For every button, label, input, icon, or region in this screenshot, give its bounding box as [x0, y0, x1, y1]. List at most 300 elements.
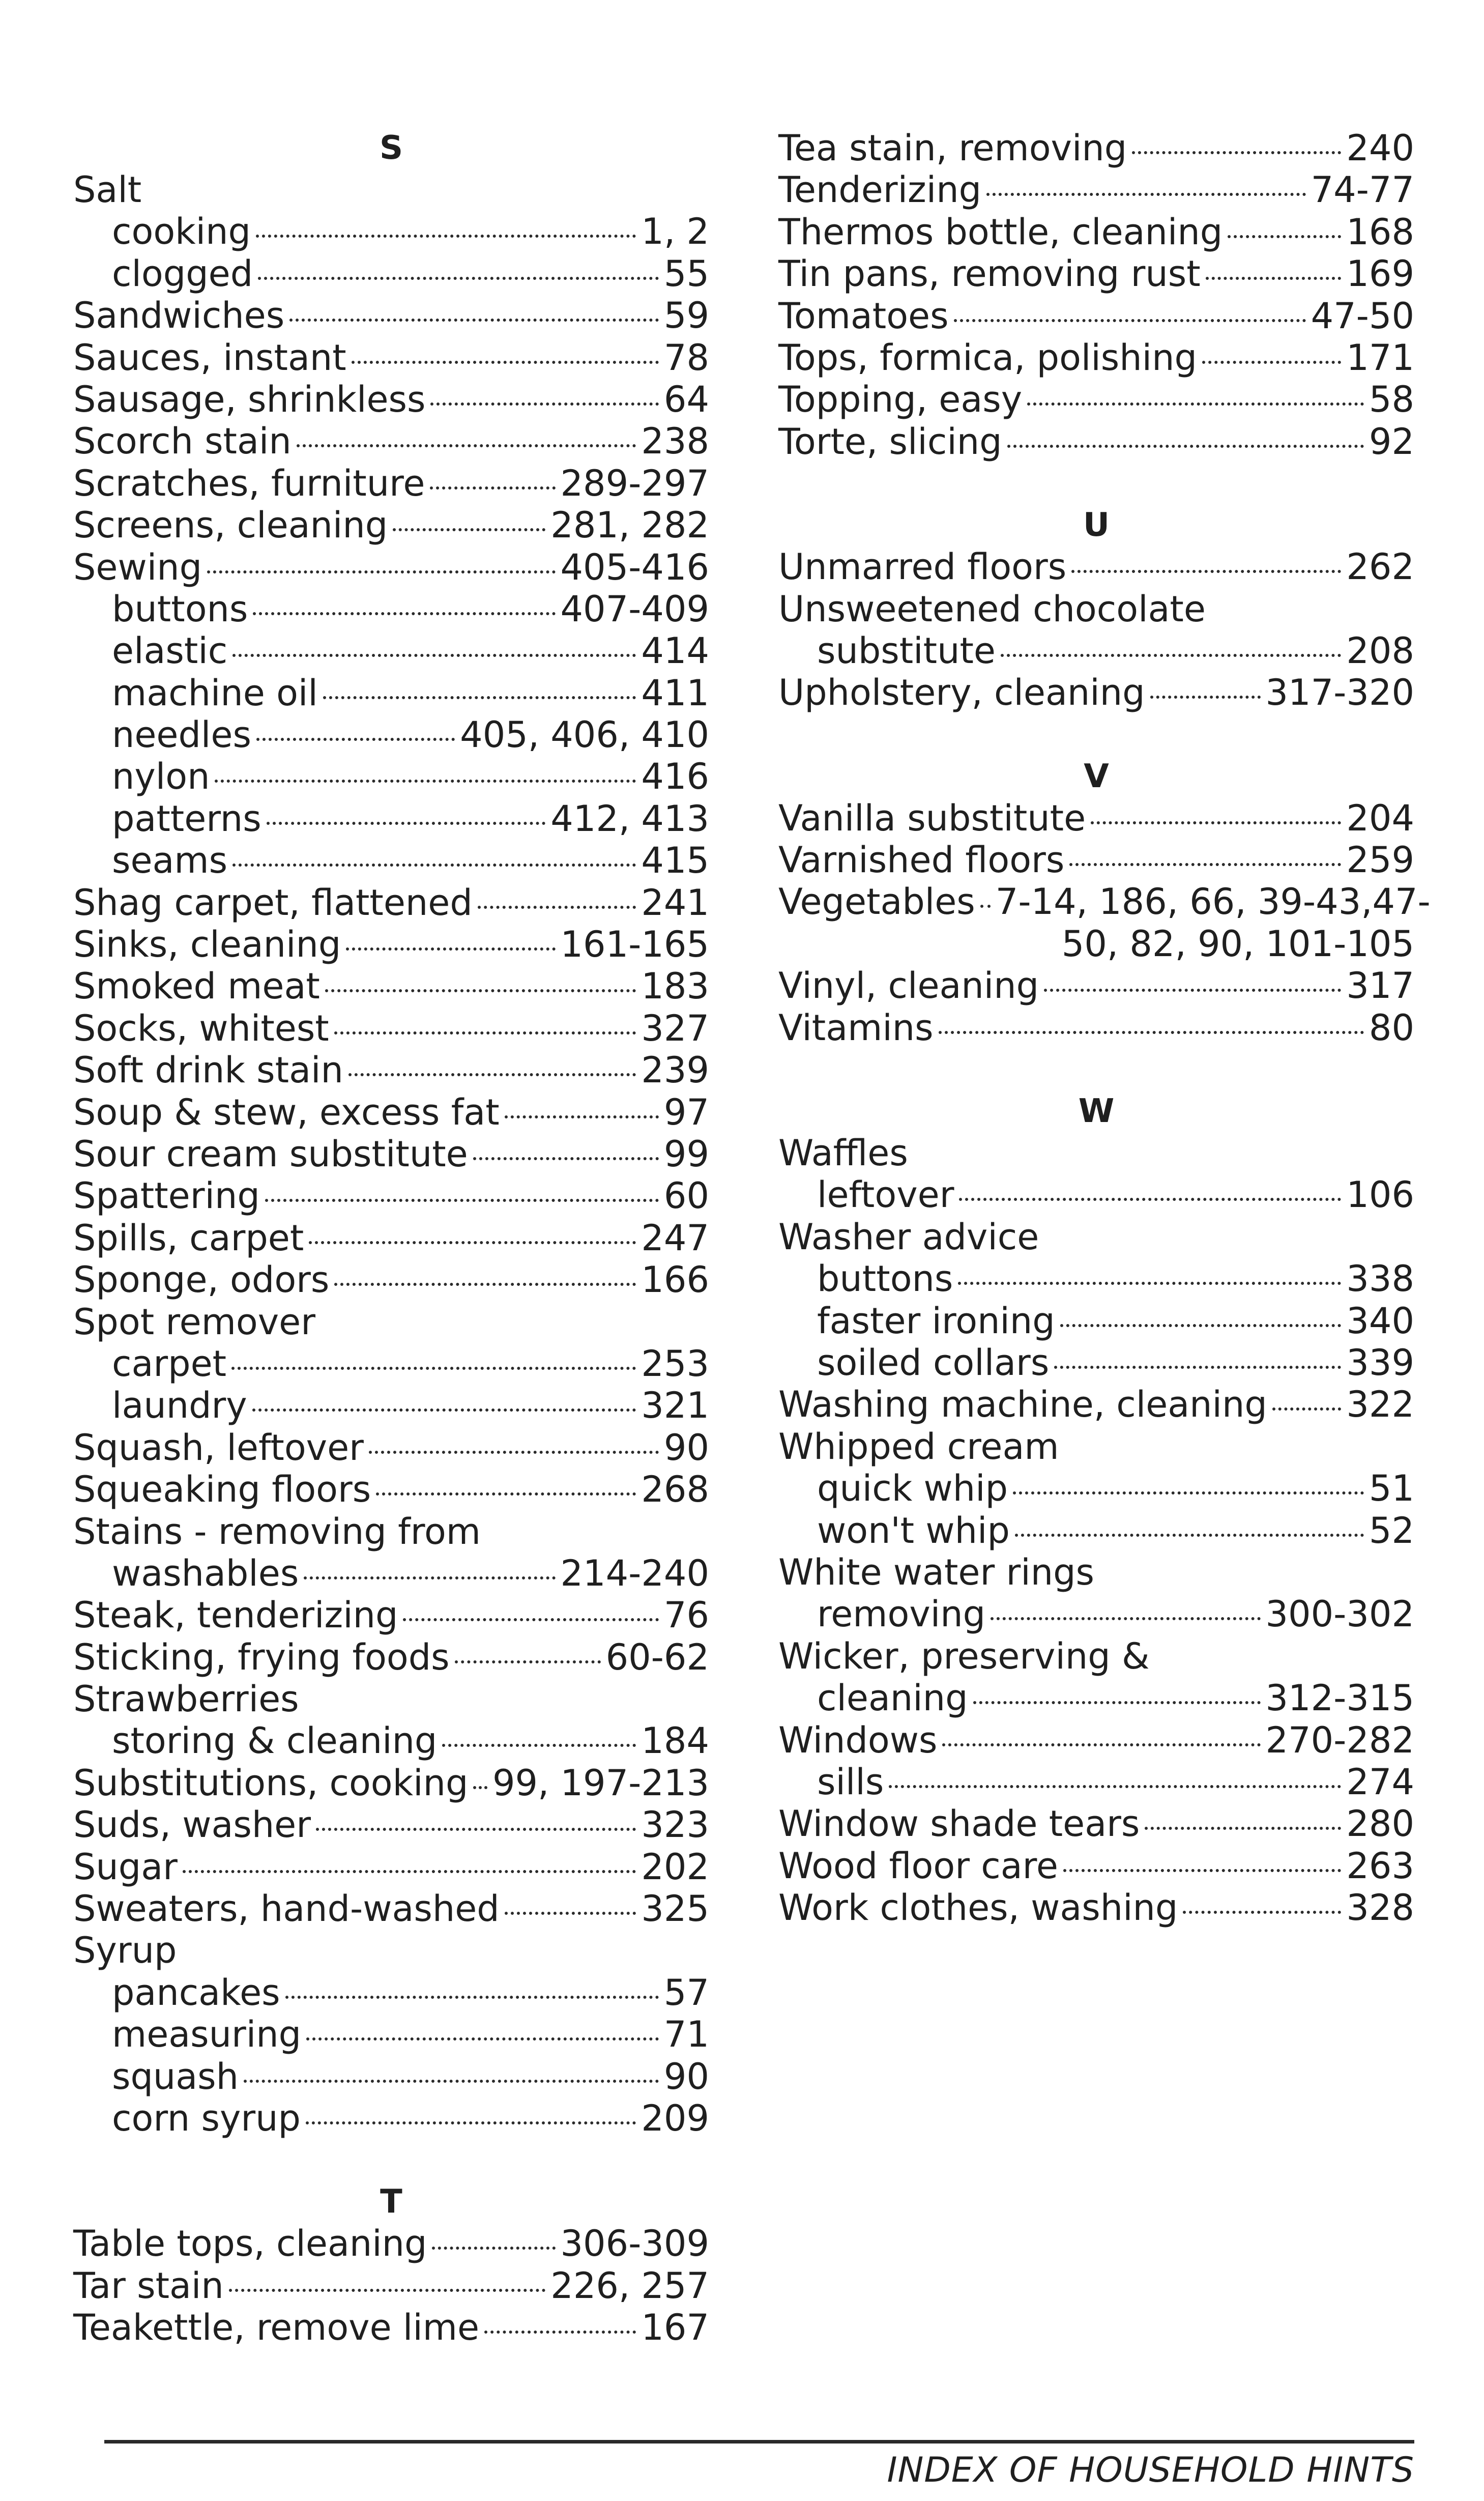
dot-leader	[306, 2037, 659, 2040]
index-entry-label: Window shade tears	[778, 1803, 1140, 1845]
index-entry-label: Waffles	[778, 1132, 908, 1174]
index-entry-page: 90	[663, 2055, 709, 2097]
index-entry	[73, 1846, 709, 1888]
section-t-entries	[73, 2223, 709, 2348]
index-entry-page: 204	[1346, 797, 1414, 839]
index-entry-page: 259	[1346, 839, 1414, 881]
index-entry-page: 57	[663, 1971, 709, 2014]
dot-leader	[265, 1199, 659, 1202]
index-entry	[73, 2223, 709, 2264]
index-entry-page: 238	[641, 420, 709, 463]
index-entry-page: 59	[663, 295, 709, 337]
dot-leader	[954, 319, 1306, 322]
index-entry-page: 183	[641, 965, 709, 1008]
index-entry-label: Suds, washer	[73, 1804, 311, 1846]
dot-leader	[1054, 1366, 1341, 1369]
index-entry	[73, 2097, 709, 2139]
index-entry-page: 325	[641, 1888, 709, 1930]
index-entry-page: 171	[1346, 336, 1414, 379]
index-entry	[73, 547, 709, 588]
index-entry-label: nylon	[112, 756, 210, 798]
index-entry-page: 208	[1346, 629, 1414, 672]
index-entry	[778, 1426, 1414, 1468]
index-entry	[73, 1049, 709, 1091]
index-entry-page: 328	[1346, 1887, 1414, 1929]
index-entry-page: 99, 197-213	[492, 1762, 709, 1804]
index-entry-page: 300-302	[1265, 1593, 1414, 1635]
dot-leader	[232, 654, 636, 657]
dot-leader	[1015, 1534, 1364, 1537]
index-entry-label: clogged	[112, 252, 253, 295]
index-entry-page: 411	[641, 672, 709, 714]
dot-leader	[1145, 1827, 1341, 1830]
index-entry-label: faster ironing	[817, 1300, 1055, 1342]
index-entry	[73, 965, 709, 1007]
index-entry-page: 51	[1369, 1468, 1414, 1510]
dot-leader	[348, 1073, 636, 1076]
index-entry	[73, 1804, 709, 1846]
index-entry-label: Vitamins	[778, 1007, 934, 1049]
index-entry-label: Torte, slicing	[778, 420, 1002, 463]
index-entry-page: 71	[663, 2014, 709, 2056]
index-entry	[73, 1133, 709, 1175]
index-entry	[778, 630, 1414, 672]
dot-leader	[484, 2331, 636, 2334]
section-letter-t: T	[380, 2183, 402, 2221]
index-entry-label: Work clothes, washing	[778, 1887, 1178, 1929]
index-entry-label: Washing machine, cleaning	[778, 1384, 1267, 1426]
index-entry-label: Unsweetened chocolate	[778, 588, 1206, 630]
index-entry-label: substitute	[817, 629, 996, 672]
index-entry	[778, 797, 1414, 839]
dot-leader	[505, 1912, 636, 1915]
index-entry	[778, 881, 1431, 923]
index-entry-label: Washer advice	[778, 1216, 1039, 1258]
index-entry-label: Sewing	[73, 546, 202, 588]
index-entry-page: 99	[663, 1133, 709, 1175]
index-entry-page: 90	[663, 1426, 709, 1469]
index-entry-label: Sugar	[73, 1846, 178, 1888]
dot-leader	[430, 403, 658, 406]
index-entry	[778, 923, 1414, 965]
index-entry	[73, 1511, 709, 1553]
dot-leader	[991, 1617, 1261, 1620]
section-letter-w: W	[1078, 1093, 1115, 1131]
index-entry-page: 414	[641, 630, 709, 672]
index-entry-label: Tar stain	[73, 2264, 224, 2307]
index-entry	[778, 1258, 1414, 1300]
dot-leader	[889, 1785, 1341, 1788]
index-entry-label: Sweaters, hand-washed	[73, 1888, 500, 1930]
index-entry	[778, 379, 1414, 420]
dot-leader	[1001, 654, 1341, 657]
index-entry-label: White water rings	[778, 1551, 1094, 1593]
index-entry	[73, 169, 709, 211]
dot-leader	[256, 738, 455, 741]
dot-leader	[442, 1744, 636, 1747]
dot-leader	[1069, 863, 1341, 866]
index-entry-page: 97	[663, 1091, 709, 1133]
dot-leader	[253, 612, 555, 615]
index-entry-label: Unmarred floors	[778, 546, 1067, 588]
index-entry-label: cooking	[112, 211, 251, 253]
dot-leader	[256, 235, 636, 238]
index-entry	[778, 1845, 1414, 1887]
index-entry-page: 327	[641, 1007, 709, 1049]
dot-leader	[267, 822, 546, 825]
index-entry	[73, 798, 709, 840]
index-entry-label: Spot remover	[73, 1301, 315, 1343]
dot-leader	[229, 2289, 546, 2292]
dot-leader	[325, 989, 636, 992]
index-entry-label: sills	[817, 1761, 884, 1803]
index-entry-page: 47-50	[1311, 295, 1414, 337]
dot-leader	[1150, 696, 1261, 699]
dot-leader	[1013, 1491, 1364, 1494]
dot-leader	[958, 1282, 1341, 1285]
dot-leader	[432, 2247, 555, 2250]
index-entry-label: Smoked meat	[73, 965, 320, 1008]
index-entry-label: Stains - removing from	[73, 1510, 481, 1553]
dot-leader	[1183, 1911, 1341, 1914]
index-entry	[73, 463, 709, 504]
dot-leader	[1132, 151, 1341, 154]
index-entry-page: 60	[663, 1175, 709, 1217]
index-entry-page: 263	[1346, 1845, 1414, 1887]
index-entry	[73, 2307, 709, 2348]
index-entry-label: buttons	[817, 1258, 953, 1300]
index-entry-label: Wicker, preserving &	[778, 1635, 1150, 1677]
index-entry	[778, 546, 1414, 588]
index-entry	[778, 672, 1414, 713]
index-entry	[73, 211, 709, 252]
index-entry-label: Wood floor care	[778, 1845, 1058, 1887]
index-entry	[73, 1720, 709, 1762]
dot-leader	[473, 1786, 487, 1789]
index-entry-page: 168	[1346, 211, 1414, 253]
index-entry	[73, 1636, 709, 1678]
index-entry-label: buttons	[112, 588, 248, 630]
index-entry-label: Socks, whitest	[73, 1007, 329, 1049]
index-column-right	[778, 127, 1431, 1929]
index-entry-page: 214-240	[560, 1552, 709, 1594]
index-entry	[73, 1762, 709, 1804]
index-entry-page: 78	[663, 336, 709, 379]
index-entry	[778, 1551, 1414, 1593]
index-entry	[778, 1887, 1414, 1929]
dot-leader	[304, 1576, 555, 1579]
index-entry-label: Table tops, cleaning	[73, 2223, 427, 2265]
dot-leader	[346, 947, 555, 951]
dot-leader	[1071, 570, 1341, 573]
index-entry-label: corn syrup	[112, 2097, 301, 2139]
index-entry-page: 280	[1346, 1803, 1414, 1845]
index-entry	[778, 169, 1414, 211]
index-entry	[73, 295, 709, 336]
index-entry	[778, 1216, 1414, 1258]
dot-leader	[1228, 235, 1341, 238]
index-entry-label: removing	[817, 1593, 985, 1635]
index-entry	[73, 588, 709, 630]
dot-leader	[231, 1367, 636, 1370]
index-entry-label: Upholstery, cleaning	[778, 672, 1145, 714]
index-entry-label: cleaning	[817, 1677, 968, 1719]
dot-leader	[403, 1618, 658, 1621]
index-entry-label: won't whip	[817, 1509, 1010, 1551]
dot-leader	[1091, 821, 1341, 824]
index-entry-label: Windows	[778, 1719, 938, 1761]
dot-leader	[1206, 277, 1342, 280]
dot-leader	[323, 696, 636, 699]
dot-leader	[430, 486, 555, 490]
index-entry	[73, 1594, 709, 1636]
index-entry-page: 58	[1369, 379, 1414, 421]
index-entry-page: 169	[1346, 253, 1414, 295]
index-entry-page: 270-282	[1265, 1719, 1414, 1761]
index-entry-label: Sponge, odors	[73, 1259, 330, 1301]
index-entry	[73, 882, 709, 924]
index-entry-label: Whipped cream	[778, 1425, 1059, 1468]
index-entry	[778, 1803, 1414, 1845]
index-entry-page: 312-315	[1265, 1677, 1414, 1719]
index-entry	[73, 630, 709, 672]
index-entry-page: 241	[641, 881, 709, 924]
index-entry-page: 161-165	[560, 924, 709, 966]
index-entry-page: 76	[663, 1594, 709, 1636]
section-letter-s: S	[379, 129, 403, 167]
index-entry-label: Soup & stew, excess fat	[73, 1091, 500, 1133]
index-entry-page: 323	[641, 1804, 709, 1846]
index-entry-page: 7-14, 186, 66, 39-43,47-	[995, 881, 1431, 923]
dot-leader	[207, 570, 556, 573]
index-entry	[778, 127, 1414, 169]
index-entry	[778, 1719, 1414, 1761]
dot-leader	[1044, 989, 1341, 992]
index-entry	[778, 1300, 1414, 1342]
dot-leader	[316, 1828, 636, 1831]
index-entry-page: 92	[1369, 420, 1414, 463]
index-entry-label: storing & cleaning	[112, 1720, 438, 1762]
index-entry	[73, 1175, 709, 1217]
index-entry	[778, 1132, 1414, 1174]
index-entry	[778, 1677, 1414, 1719]
index-entry-label: soiled collars	[817, 1341, 1050, 1384]
index-entry-page: 306-309	[560, 2223, 709, 2265]
dot-leader	[1272, 1407, 1342, 1411]
index-column-left	[73, 127, 709, 2349]
index-entry-label: quick whip	[817, 1468, 1008, 1510]
index-entry	[73, 2265, 709, 2307]
index-entry	[778, 1635, 1414, 1677]
dot-leader	[285, 1996, 659, 1999]
dot-leader	[1202, 361, 1342, 364]
index-entry-page: 240	[1346, 127, 1414, 169]
dot-leader	[232, 864, 636, 867]
dot-leader	[252, 1408, 636, 1412]
index-entry-label: Teakettle, remove lime	[73, 2307, 480, 2349]
index-entry	[73, 714, 709, 756]
index-entry-label: Topping, easy	[778, 379, 1023, 421]
index-entry-label: Scorch stain	[73, 420, 292, 463]
dot-leader	[939, 1031, 1364, 1034]
index-entry	[778, 1007, 1414, 1049]
dot-leader	[1063, 1869, 1341, 1872]
index-entry	[778, 211, 1414, 253]
index-entry-page: 166	[641, 1259, 709, 1301]
index-entry-label: Vegetables	[778, 881, 975, 923]
index-entry-label: Spills, carpet	[73, 1217, 304, 1259]
dot-leader	[376, 1492, 636, 1496]
index-entry-page: 289-297	[560, 462, 709, 504]
index-entry-page: 74-77	[1311, 169, 1414, 211]
dot-leader	[973, 1701, 1261, 1704]
index-entry-page: 338	[1346, 1258, 1414, 1300]
index-entry-label: Sausage, shrinkless	[73, 378, 426, 420]
index-entry-label: Squeaking floors	[73, 1469, 371, 1511]
index-entry-label: laundry	[112, 1385, 247, 1427]
dot-leader	[986, 193, 1306, 196]
index-entry-page: 1, 2	[641, 211, 709, 253]
index-entry-page: 339	[1346, 1341, 1414, 1384]
index-entry-label: Sour cream substitute	[73, 1133, 468, 1175]
dot-leader	[980, 905, 991, 908]
index-entry	[73, 1972, 709, 2014]
index-entry-page: 262	[1346, 546, 1414, 588]
index-entry-page: 167	[641, 2307, 709, 2349]
dot-leader	[1060, 1324, 1342, 1327]
index-entry	[73, 504, 709, 546]
index-entry-page: 106	[1346, 1174, 1414, 1216]
index-entry-page: 322	[1346, 1384, 1414, 1426]
index-entry-page: 412, 413	[550, 797, 709, 840]
index-entry-label: washables	[112, 1552, 299, 1594]
index-entry-label: Vinyl, cleaning	[778, 965, 1039, 1007]
index-entry-label: Vanilla substitute	[778, 797, 1086, 839]
index-entry	[73, 1427, 709, 1469]
index-entry	[778, 1593, 1414, 1635]
index-entry-label: Salt	[73, 169, 142, 211]
index-entry	[73, 1678, 709, 1720]
index-entry-label: Squash, leftover	[73, 1426, 364, 1469]
index-entry-label: Sticking, frying foods	[73, 1636, 450, 1678]
index-entry-page: 317	[1346, 965, 1414, 1007]
index-entry-label: Thermos bottle, cleaning	[778, 211, 1223, 253]
index-entry	[73, 379, 709, 420]
index-entry-label: Tenderizing	[778, 169, 982, 211]
dot-leader	[393, 528, 545, 531]
index-entry	[778, 1510, 1414, 1551]
section-u-entries	[778, 546, 1414, 714]
index-entry-page: 239	[641, 1049, 709, 1091]
index-entry	[73, 1553, 709, 1594]
index-entry-label: squash	[112, 2055, 239, 2097]
index-entry	[778, 965, 1414, 1007]
footer-title: INDEX OF HOUSEHOLD HINTS	[887, 2450, 1414, 2490]
dot-leader	[942, 1743, 1260, 1746]
index-entry-label: machine oil	[112, 672, 318, 714]
index-entry	[778, 1174, 1414, 1216]
index-entry-label: Screens, cleaning	[73, 504, 388, 547]
section-w-entries	[778, 1132, 1414, 1929]
dot-leader	[334, 1031, 636, 1034]
index-entry	[778, 253, 1414, 295]
section-v-entries	[778, 797, 1431, 1049]
dot-leader	[244, 2080, 659, 2083]
index-entry-label: Shag carpet, flattened	[73, 881, 473, 924]
dot-leader	[309, 1241, 636, 1244]
index-entry-label: Strawberries	[73, 1678, 299, 1720]
index-entry	[73, 2014, 709, 2055]
dot-leader	[455, 1660, 601, 1663]
index-entry	[778, 588, 1414, 630]
index-entry-page: 317-320	[1265, 672, 1414, 714]
index-entry	[778, 1468, 1414, 1509]
index-entry-page: 416	[641, 756, 709, 798]
index-entry-label: Tea stain, removing	[778, 127, 1127, 169]
index-entry	[73, 1888, 709, 1930]
index-entry-page: 184	[641, 1720, 709, 1762]
index-entry	[73, 420, 709, 462]
index-entry-label: Substitutions, cooking	[73, 1762, 469, 1804]
index-entry-page: 405-416	[560, 546, 709, 588]
dot-leader	[306, 2121, 636, 2124]
dot-leader	[1027, 403, 1364, 406]
index-entry	[73, 1301, 709, 1343]
index-entry-label: Varnished floors	[778, 839, 1065, 881]
index-entry-page: 268	[641, 1469, 709, 1511]
index-entry	[73, 2056, 709, 2097]
index-entry	[778, 1384, 1414, 1425]
section-s-entries	[73, 169, 709, 2139]
index-entry-label: seams	[112, 840, 228, 882]
section-letter-v: V	[1084, 757, 1109, 795]
index-entry-page: 405, 406, 410	[460, 714, 709, 756]
index-entry	[73, 1343, 709, 1385]
dot-leader	[959, 1198, 1341, 1201]
index-entry-label: Syrup	[73, 1930, 177, 1972]
section-t-continued-entries	[778, 127, 1414, 463]
index-entry	[778, 295, 1414, 337]
index-entry	[778, 839, 1414, 881]
index-entry	[73, 672, 709, 714]
index-entry	[73, 253, 709, 295]
index-entry-label: Scratches, furniture	[73, 462, 425, 504]
dot-leader	[1007, 445, 1364, 448]
index-entry-page: 64	[663, 378, 709, 420]
index-entry-page: 50, 82, 90, 101-105	[1061, 923, 1414, 965]
dot-leader	[215, 780, 636, 783]
index-entry	[73, 1008, 709, 1049]
index-entry-page: 274	[1346, 1761, 1414, 1803]
index-entry-page: 407-409	[560, 588, 709, 630]
index-entry-page: 226, 257	[550, 2264, 709, 2307]
index-entry-page: 209	[641, 2097, 709, 2139]
index-entry-label: pancakes	[112, 1971, 280, 2014]
index-entry	[778, 337, 1414, 379]
index-entry-label: Tomatoes	[778, 295, 949, 337]
index-entry-page: 321	[641, 1385, 709, 1427]
dot-leader	[183, 1870, 636, 1873]
dot-leader	[369, 1451, 659, 1454]
index-entry	[778, 1342, 1414, 1384]
dot-leader	[258, 277, 659, 280]
index-entry	[73, 1091, 709, 1133]
index-entry-label: patterns	[112, 797, 261, 840]
index-entry	[73, 1385, 709, 1426]
index-entry	[778, 421, 1414, 463]
index-entry-label: carpet	[112, 1342, 227, 1385]
index-entry-page: 415	[641, 840, 709, 882]
